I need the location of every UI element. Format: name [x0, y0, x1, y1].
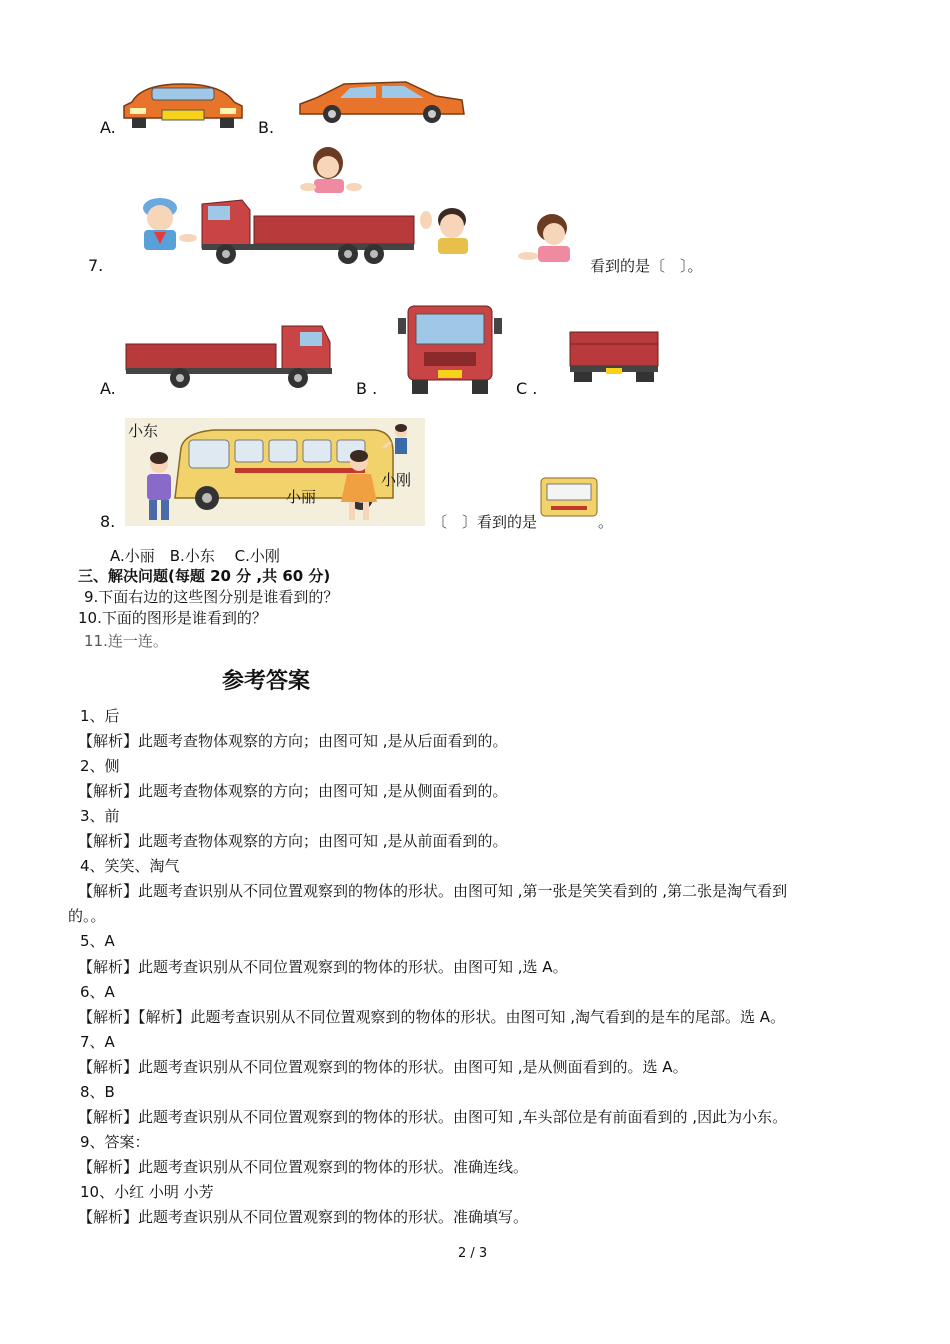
answer-5: 5、A [80, 932, 115, 950]
q7-option-a-label: A. [100, 379, 116, 398]
answer-4: 4、笑笑、淘气 [80, 857, 180, 875]
analysis-4-cont: 的。。 [68, 907, 106, 925]
q8-number: 8. [100, 512, 116, 531]
q10-text: 10.下面的图形是谁看到的？ [78, 609, 267, 627]
name-label-xiaodong: 小东 [128, 422, 159, 440]
bus-front-view-image [539, 476, 599, 518]
answer-7: 7、A [80, 1033, 115, 1051]
answer-8: 8、B [80, 1083, 115, 1101]
q9-text: 9.下面右边的这些图分别是谁看到的？ [84, 588, 339, 606]
analysis-8: 【解析】此题考查识别从不同位置观察到的物体的形状。由图可知 ,车头部位是有前面看到的 ,因此为小东。 [78, 1108, 788, 1126]
q7-option-c-label: C . [516, 379, 538, 398]
answer-10: 10、小红 小明 小芳 [80, 1183, 214, 1201]
page-number: 2 / 3 [458, 1246, 488, 1261]
truck-back-view-image [568, 330, 660, 384]
q7-option-b-label: B . [356, 379, 378, 398]
answer-3: 3、前 [80, 807, 120, 825]
analysis-5: 【解析】此题考查识别从不同位置观察到的物体的形状。由图可知 ,选 A。 [78, 958, 568, 976]
q8-choices: A.小丽 B.小东 C.小刚 [110, 547, 280, 565]
boy-waving-image [418, 206, 476, 254]
girl-top-image [298, 145, 364, 195]
q6-option-b-label: B. [258, 118, 275, 137]
analysis-1: 【解析】此题考查物体观察的方向；由图可知 ,是从后面看到的。 [78, 732, 508, 750]
answer-1: 1、后 [80, 707, 120, 725]
answer-9: 9、答案： [80, 1133, 150, 1151]
analysis-3: 【解析】此题考查物体观察的方向；由图可知 ,是从前面看到的。 [78, 832, 508, 850]
q11-text: 11.连一连。 [84, 632, 168, 650]
red-truck-side-image [198, 190, 418, 268]
boy-with-cap-image [136, 194, 198, 252]
truck-front-view-image [398, 304, 502, 396]
analysis-7: 【解析】此题考查识别从不同位置观察到的物体的形状。由图可知 ,是从侧面看到的。选 A。 [78, 1058, 688, 1076]
name-label-xiaoli: 小丽 [286, 488, 317, 506]
analysis-4: 【解析】此题考查识别从不同位置观察到的物体的形状。由图可知 ,第一张是笑笑看到的 ,第二张是淘气看到 [78, 882, 788, 900]
answer-6: 6、A [80, 983, 115, 1001]
analysis-2: 【解析】此题考查物体观察的方向；由图可知 ,是从侧面看到的。 [78, 782, 508, 800]
girl-side-image [516, 212, 586, 264]
car-back-view-image [122, 80, 244, 130]
analysis-9: 【解析】此题考查识别从不同位置观察到的物体的形状。准确连线。 [78, 1158, 529, 1176]
q7-number: 7. [88, 256, 104, 275]
truck-side-view-image [124, 318, 334, 390]
q8-prompt: 〔 〕看到的是 [432, 513, 538, 531]
name-label-xiaogang: 小刚 [381, 471, 412, 489]
answers-title: 参考答案 [222, 669, 311, 694]
q6-option-a-label: A. [100, 118, 116, 137]
bus-scene-image [125, 418, 425, 526]
answer-2: 2、侧 [80, 757, 120, 775]
car-side-view-image [296, 76, 466, 126]
q7-prompt: 看到的是〔 〕。 [590, 257, 703, 275]
analysis-6: 【解析】【解析】此题考查识别从不同位置观察到的物体的形状。由图可知 ,淘气看到的是车的尾部。选 A。 [78, 1008, 786, 1026]
q8-prompt-end: 。 [598, 513, 614, 531]
section3-heading: 三、解决问题(每题 20 分 ,共 60 分) [78, 567, 331, 585]
analysis-10: 【解析】此题考查识别从不同位置观察到的物体的形状。准确填写。 [78, 1208, 529, 1226]
